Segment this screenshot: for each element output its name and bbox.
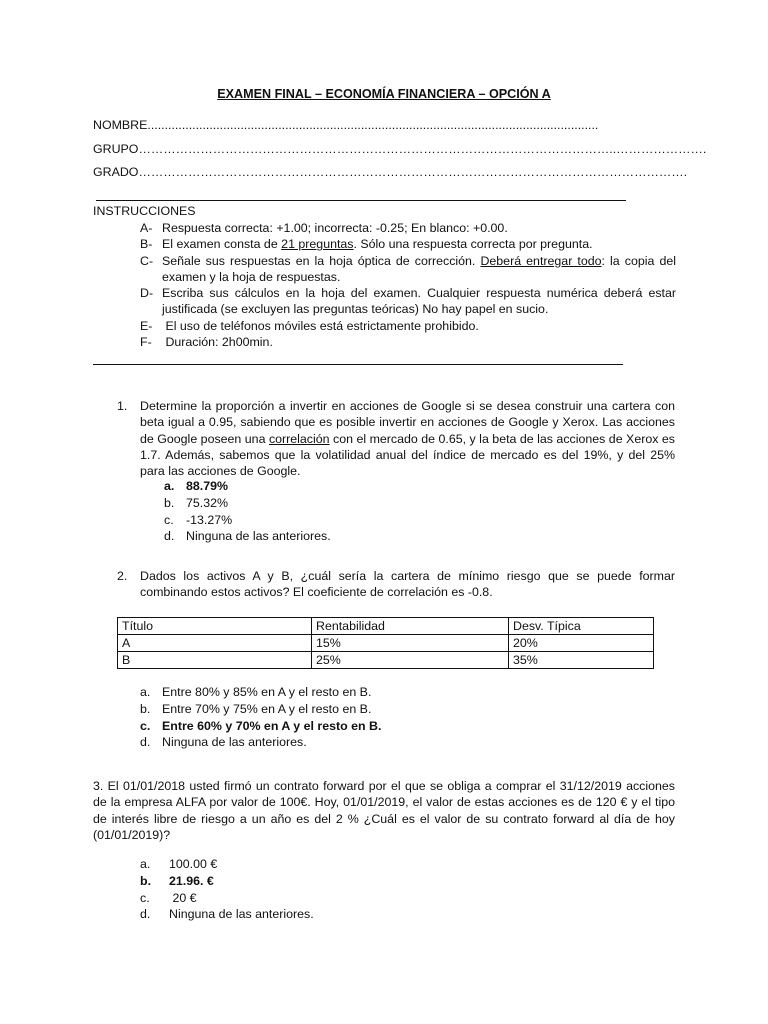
table-cell: 15% — [312, 635, 509, 652]
grade-field — [93, 165, 688, 179]
instructions-list — [140, 220, 676, 350]
name-field — [93, 118, 621, 132]
q2-options — [140, 684, 381, 751]
q1-number: 1. — [117, 399, 128, 413]
table-cell: B — [118, 652, 312, 669]
instruction-item: A- Respuesta correcta: +1.00; incorrecta: -0.25; En blanco: +0.00. — [140, 221, 508, 235]
table-header-cell: Desv. Típica — [509, 618, 654, 635]
instruction-item: E- El uso de teléfonos móviles está estrictamente prohibido. — [140, 318, 479, 333]
q2-option-d[interactable]: d. Ninguna de las anteriores. — [140, 735, 307, 750]
table-row — [118, 652, 654, 669]
table-cell: 20% — [509, 635, 654, 652]
exam-title: EXAMEN FINAL – ECONOMÍA FINANCIERA – OPCIÓN A — [217, 87, 551, 101]
q1-text: Determine la proporción a invertir en acciones de Google si se desea construir una cartera con beta igual a 0.95, sabiendo que es posible invertir en acciones de Google y Xerox. Las acciones de Google poseen una correlación con el mercado de 0.65, y la beta de las acciones de Xerox es 1.7. Además, sabemos que la volatilidad anual del índice de mercado es del 19%, y del 25% para las acciones de Google. — [140, 399, 675, 479]
q2-option-a[interactable]: a. Entre 80% y 85% en A y el resto en B. — [140, 685, 372, 699]
group-field — [93, 142, 707, 156]
top-divider — [96, 200, 626, 201]
q2-table — [117, 617, 654, 669]
q2-text: Dados los activos A y B, ¿cuál sería la cartera de mínimo riesgo que se puede formar combinando estos activos? El coeficiente de correlación es -0.8. — [140, 569, 675, 600]
group-dots: ……………………………………………………………………………………………………..…………………. — [138, 142, 707, 156]
bottom-divider — [93, 364, 623, 365]
table-row — [118, 635, 654, 652]
q1-options — [164, 478, 331, 545]
grade-label: GRADO — [93, 165, 139, 179]
q1-option-c[interactable]: c. -13.27% — [164, 512, 233, 527]
table-cell: 35% — [509, 652, 654, 669]
q3-option-b[interactable]: b. 21.96. € — [140, 873, 214, 888]
table-header-cell: Título — [118, 618, 312, 635]
q3-text: 3. El 01/01/2018 usted firmó un contrato forward por el que se obliga a comprar el 31/12/2019 acciones de la empresa ALFA por valor de 100€. Hoy, 01/01/2019, el valor de estas acciones es de 120 € y el tipo de interés libre de riesgo a un año es del 2 % ¿Cuál es el valor de su contrato forward al día de hoy (01/01/2019)? — [93, 779, 675, 842]
q1-option-b[interactable]: b. 75.32% — [164, 495, 229, 510]
group-label: GRUPO — [93, 142, 139, 156]
instruction-item: D- Escriba sus cálculos en la hoja del examen. Cualquier respuesta numérica deberá estar justificada (se excluyen las preguntas teóricas) No hay papel en sucio. — [140, 286, 676, 317]
name-label: NOMBRE — [93, 118, 148, 132]
q3-options — [140, 856, 314, 923]
q1-option-d[interactable]: d. Ninguna de las anteriores. — [164, 529, 331, 544]
q2-number: 2. — [117, 569, 128, 583]
grade-dots: ……………………………………………………………………………………………………………………. — [138, 165, 688, 179]
q2-option-c[interactable]: c. Entre 60% y 70% en A y el resto en B. — [140, 718, 382, 733]
q3-option-a[interactable]: a. 100.00 € — [140, 857, 218, 871]
table-cell: 25% — [312, 652, 509, 669]
table-header-row — [118, 618, 654, 635]
q2-option-b[interactable]: b. Entre 70% y 75% en A y el resto en B. — [140, 701, 372, 716]
instruction-item: C- Señale sus respuestas en la hoja óptica de corrección. Deberá entregar todo: la copia del examen y la hoja de respuestas. — [140, 253, 676, 284]
instructions-heading: INSTRUCCIONES — [93, 204, 196, 218]
name-dots: ................................................................................................................................... — [147, 118, 599, 132]
q3-option-c[interactable]: c. 20 € — [140, 890, 197, 905]
table-cell: A — [118, 635, 312, 652]
instruction-item: F- Duración: 2h00min. — [140, 335, 273, 350]
q3-option-d[interactable]: d. Ninguna de las anteriores. — [140, 907, 314, 922]
q1-option-a[interactable]: a. 88.79% — [164, 479, 229, 493]
instruction-item: B- El examen consta de 21 preguntas. Sólo una respuesta correcta por pregunta. — [140, 237, 593, 252]
table-header-cell: Rentabilidad — [312, 618, 509, 635]
